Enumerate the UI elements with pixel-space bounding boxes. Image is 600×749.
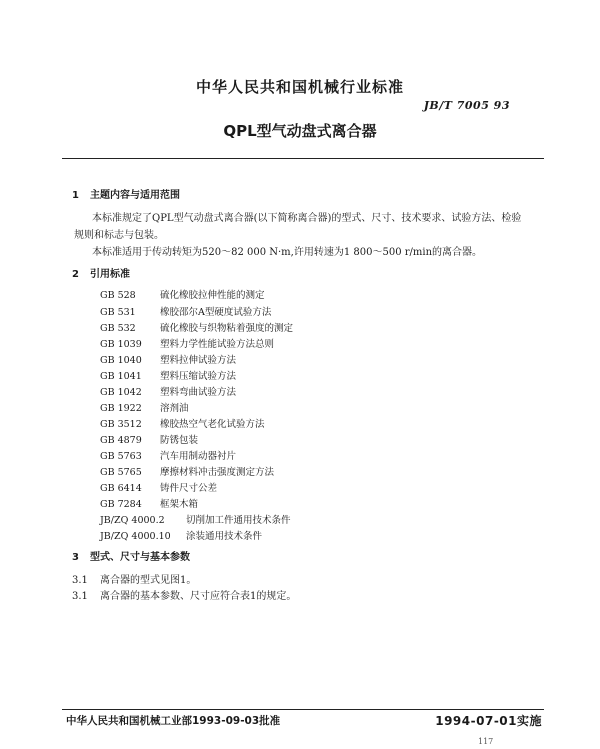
reference-code: GB 531 — [100, 307, 136, 318]
reference-item — [100, 480, 217, 494]
reference-item — [100, 287, 265, 301]
clause-item — [72, 571, 196, 586]
reference-title: 防锈包装 — [160, 435, 199, 446]
header-rule — [62, 158, 544, 159]
reference-item — [100, 384, 236, 398]
section-number: 1 — [72, 190, 79, 201]
section-1-heading — [72, 186, 180, 201]
reference-code: GB 7284 — [100, 499, 142, 510]
reference-title: 硫化橡胶拉伸性能的测定 — [160, 290, 265, 301]
clause-item — [72, 587, 296, 602]
implementation-date: 1994-07-01实施 — [435, 714, 542, 728]
reference-code: GB 5765 — [100, 467, 142, 478]
reference-code: GB 1040 — [100, 355, 142, 366]
section-1-para2: 本标准适用于传动转矩为520～82 000 N·m,许用转速为1 800～500 r/min的离合器。 — [92, 247, 483, 258]
section-number: 3 — [72, 552, 79, 563]
reference-code: GB 3512 — [100, 419, 142, 430]
reference-item — [100, 368, 236, 382]
reference-code: GB 1041 — [100, 371, 142, 382]
reference-item — [100, 448, 236, 462]
clause-text: 离合器的基本参数、尺寸应符合表1的规定。 — [100, 591, 297, 602]
reference-code: GB 6414 — [100, 483, 142, 494]
reference-title: 塑料力学性能试验方法总则 — [160, 339, 275, 350]
reference-code: GB 528 — [100, 290, 136, 301]
reference-item — [100, 352, 236, 366]
section-2-heading — [72, 265, 130, 280]
reference-code: JB/ZQ 4000.10 — [100, 531, 171, 542]
reference-title: 汽车用制动器衬片 — [160, 451, 237, 462]
reference-item — [100, 400, 189, 414]
section-title: 主题内容与适用范围 — [90, 190, 180, 201]
reference-item — [100, 320, 293, 334]
approval-date: 中华人民共和国机械工业部1993-09-03批准 — [66, 715, 281, 727]
issuing-organization: 中华人民共和国机械行业标准 — [195, 78, 404, 96]
reference-code: GB 1922 — [100, 403, 142, 414]
reference-item — [100, 416, 265, 430]
reference-title: 切削加工件通用技术条件 — [186, 515, 291, 526]
reference-title: 塑料拉伸试验方法 — [160, 355, 237, 366]
clause-number: 3.1 — [72, 575, 88, 586]
reference-title: 硫化橡胶与织物粘着强度的测定 — [160, 323, 294, 334]
reference-title: 溶剂油 — [160, 403, 189, 414]
reference-title: 涂装通用技术条件 — [186, 531, 263, 542]
reference-title: 橡胶热空气老化试验方法 — [160, 419, 265, 430]
page-number: 117 — [478, 737, 494, 746]
reference-code: GB 532 — [100, 323, 136, 334]
reference-code: GB 4879 — [100, 435, 142, 446]
reference-title: 铸件尺寸公差 — [160, 483, 218, 494]
reference-item — [100, 336, 274, 350]
section-title: 型式、尺寸与基本参数 — [90, 552, 190, 563]
reference-title: 塑料压缩试验方法 — [160, 371, 237, 382]
reference-title: 摩擦材料冲击强度测定方法 — [160, 467, 275, 478]
reference-code: GB 5763 — [100, 451, 142, 462]
section-number: 2 — [72, 269, 79, 280]
clause-number: 3.1 — [72, 591, 88, 602]
reference-item — [100, 496, 198, 510]
reference-item — [100, 528, 262, 542]
reference-code: JB/ZQ 4000.2 — [100, 515, 165, 526]
reference-item — [100, 304, 271, 318]
reference-code: GB 1039 — [100, 339, 142, 350]
reference-item — [100, 512, 291, 526]
reference-title: 橡胶邵尔A型硬度试验方法 — [160, 307, 272, 318]
standard-code: JB/T 7005 93 — [423, 99, 510, 112]
footer-rule — [62, 709, 544, 710]
reference-title: 塑料弯曲试验方法 — [160, 387, 237, 398]
section-title: 引用标准 — [90, 269, 130, 280]
section-1-para1-line2: 规则和标志与包装。 — [74, 230, 164, 241]
clause-text: 离合器的型式见图1。 — [100, 575, 197, 586]
reference-item — [100, 464, 274, 478]
reference-item — [100, 432, 198, 446]
document-title: QPL型气动盘式离合器 — [223, 122, 377, 140]
section-3-heading — [72, 548, 190, 563]
reference-title: 框架木箱 — [160, 499, 199, 510]
reference-code: GB 1042 — [100, 387, 142, 398]
section-1-para1-line1: 本标准规定了QPL型气动盘式离合器(以下简称离合器)的型式、尺寸、技术要求、试验方法、检验 — [92, 213, 522, 224]
